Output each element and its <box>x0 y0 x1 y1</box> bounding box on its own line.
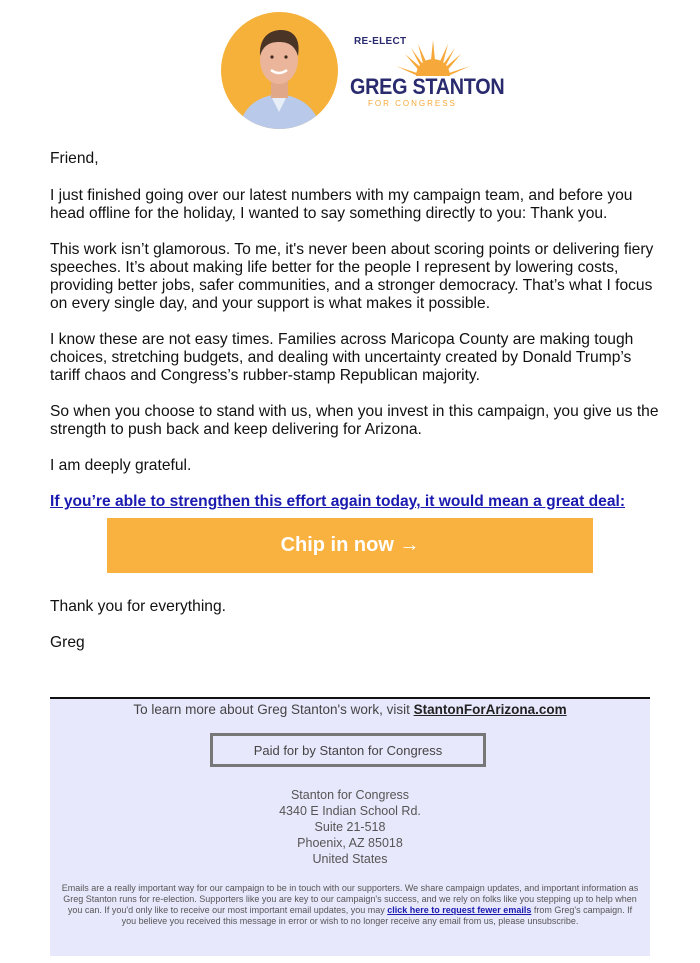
email-footer <box>50 697 650 956</box>
address-line: United States <box>312 852 388 866</box>
address-line: Phoenix, AZ 85018 <box>297 836 403 850</box>
paragraph-2: This work isn’t glamorous. To me, it's never been about scoring points or delivering fiery speeches. It’s about making life better for the people I represent by lowering costs, providing better jobs, safer communities, and a stronger democracy. That’s what I focus on every single day, and your support is what makes it possible. <box>50 241 654 312</box>
email-disclaimer <box>60 883 640 927</box>
logo-subtitle: FOR CONGRESS <box>368 99 457 108</box>
paragraph-1: I just finished going over our latest numbers with my campaign team, and before you head offline for the holiday, I wanted to say something directly to you: Thank you. <box>50 187 633 222</box>
thanks-line: Thank you for everything. <box>50 598 226 615</box>
donate-link[interactable]: If you’re able to strengthen this effort again today, it would mean a great deal: <box>50 493 626 510</box>
candidate-photo <box>221 12 338 129</box>
reelect-label: RE-ELECT <box>354 36 407 47</box>
paid-for-box: Paid for by Stanton for Congress <box>210 733 486 767</box>
email-header <box>0 0 700 140</box>
campaign-logo <box>350 30 505 110</box>
mailing-address <box>50 787 650 867</box>
paragraph-3: I know these are not easy times. Families across Maricopa County are making tough choices, stretching budgets, and dealing with uncertainty created by Donald Trump’s tariff chaos and Congress’s rubber-stamp Republican majority. <box>50 331 634 384</box>
learn-more-line <box>50 702 650 717</box>
disclaimer-text-end: from Greg's campaign. If you believe you received this message in error or wish to no longer receive any email from us, please unsubscribe. <box>121 905 633 926</box>
paragraph-4: So when you choose to stand with us, when you invest in this campaign, you give us the strength to push back and keep delivering for Arizona. <box>50 403 659 438</box>
address-line: Stanton for Congress <box>290 788 410 802</box>
website-link[interactable]: StantonForArizona.com <box>413 702 567 717</box>
address-line: Suite 21-518 <box>314 820 386 834</box>
address-line: 4340 E Indian School Rd. <box>279 804 421 818</box>
paragraph-5: I am deeply grateful. <box>50 457 192 474</box>
learn-more-text: To learn more about Greg Stanton's work, visit <box>133 702 410 717</box>
chip-in-button[interactable]: Chip in now → <box>107 518 593 573</box>
fewer-emails-link[interactable]: click here to request fewer emails <box>387 905 532 915</box>
signoff: Greg <box>50 634 85 651</box>
greeting: Friend, <box>50 150 99 167</box>
disclaimer-text: Emails are a really important way for our campaign to be in touch with our supporters. We share campaign updates, and important information as Greg Stanton runs for re-election. Supporters like you are key to our campaign's success, and we rely on folks like you stepping up to help when you can. If you'd only like to receive our most important email updates, you may <box>61 883 639 915</box>
logo-name: GREG STANTON <box>350 74 505 99</box>
